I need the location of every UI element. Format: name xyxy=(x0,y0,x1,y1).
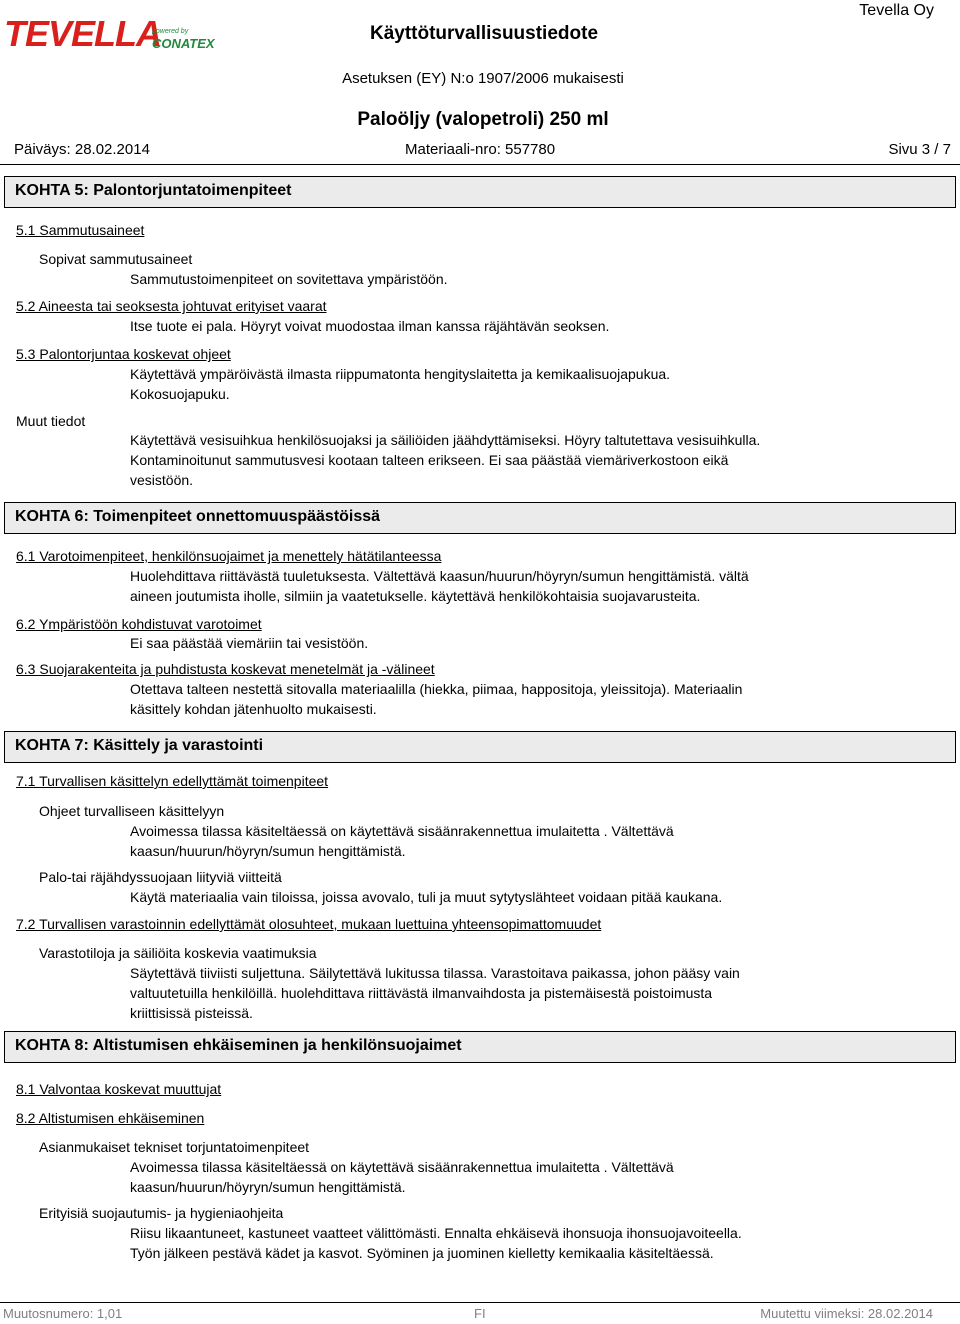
material-number: Materiaali-nro: 557780 xyxy=(405,141,556,158)
label-suitable-media: Sopivat sammutusaineet xyxy=(39,251,193,267)
text-storage-2: valtuutetuilla henkilöillä. huolehdittava riittävästä ilmanvaihdosta ja pistemäisestä poistoimusta xyxy=(130,985,713,1001)
subheading-5-1: 5.1 Sammutusaineet xyxy=(16,222,145,238)
subheading-5-2: 5.2 Aineesta tai seoksesta johtuvat erityiset vaarat xyxy=(16,298,327,314)
text-hygiene-1: Riisu likaantuneet, kastuneet vaatteet välittömästi. Ennalta ehkäisevä ihonsuoja ihonsuojavoiteella. xyxy=(130,1225,742,1241)
text-technical-measures-1: Avoimessa tilassa käsiteltäessä on käytettävä sisäänrakennettua imulaitetta . Vältettävä xyxy=(130,1159,674,1175)
text-other-info-3: vesistöön. xyxy=(130,472,194,488)
text-other-info-2: Kontaminoitunut sammutusvesi kootaan talteen erikseen. Ei saa päästää viemäriverkostoon eikä xyxy=(130,452,729,468)
section-8-heading: KOHTA 8: Altistumisen ehkäiseminen ja henkilönsuojaimet xyxy=(4,1031,956,1063)
label-fire-protection: Palo-tai räjähdyssuojaan liityviä viitteitä xyxy=(39,869,282,885)
text-6-2: Ei saa päästää viemäriin tai vesistöön. xyxy=(130,635,369,651)
text-6-3-line-1: Otettava talteen nestettä sitovalla materiaalilla (hiekka, piimaa, happositoja, yleissitoja). Materiaalin xyxy=(130,681,743,697)
text-firefighting-advice-1: Käytettävä ympäröivästä ilmasta riippumatonta hengityslaitetta ja kemikaalisuojapukua. xyxy=(130,366,671,382)
text-storage-3: kriittisissä pisteissä. xyxy=(130,1005,253,1021)
footer-language: FI xyxy=(474,1306,486,1321)
text-safe-handling-1: Avoimessa tilassa käsiteltäessä on käytettävä sisäänrakennettua imulaitetta . Vältettävä xyxy=(130,823,674,839)
label-hygiene: Erityisiä suojautumis- ja hygieniaohjeita xyxy=(39,1205,284,1221)
footer-revision: Muutosnumero: 1,01 xyxy=(3,1306,123,1321)
text-special-hazards: Itse tuote ei pala. Höyryt voivat muodostaa ilman kanssa räjähtävän seoksen. xyxy=(130,318,610,334)
text-suitable-media: Sammutustoimenpiteet on sovitettava ympäristöön. xyxy=(130,271,448,287)
product-name: Paloöljy (valopetroli) 250 ml xyxy=(357,109,609,130)
section-5-heading: KOHTA 5: Palontorjuntatoimenpiteet xyxy=(4,176,956,208)
subheading-5-3: 5.3 Palontorjuntaa koskevat ohjeet xyxy=(16,346,231,362)
text-safe-handling-2: kaasun/huurun/höyryn/sumun hengittämistä. xyxy=(130,843,406,859)
footer-modified: Muutettu viimeksi: 28.02.2014 xyxy=(760,1306,933,1321)
subheading-7-1: 7.1 Turvallisen käsittelyn edellyttämät toimenpiteet xyxy=(16,773,329,789)
subheading-6-3: 6.3 Suojarakenteita ja puhdistusta koskevat menetelmät ja -välineet xyxy=(16,661,435,677)
subheading-6-1: 6.1 Varotoimenpiteet, henkilönsuojaimet ja menettely hätätilanteessa xyxy=(16,548,442,564)
subheading-7-2: 7.2 Turvallisen varastoinnin edellyttämät olosuhteet, mukaan luettuina yhteensopimattomuudet xyxy=(16,916,602,932)
text-other-info-1: Käytettävä vesisuihkua henkilösuojaksi ja säiliöiden jäähdyttämiseksi. Höyry taltutettava vesisuihkulla. xyxy=(130,432,761,448)
label-technical-measures: Asianmukaiset tekniset torjuntatoimenpiteet xyxy=(39,1139,310,1155)
text-6-1-line-2: aineen joutumista iholle, silmiin ja vaatetukselle. käytettävä henkilökohtaisia suojavarusteita. xyxy=(130,588,701,604)
text-technical-measures-2: kaasun/huurun/höyryn/sumun hengittämistä. xyxy=(130,1179,406,1195)
logo-powered-by: powered by xyxy=(152,28,189,35)
label-storage: Varastotiloja ja säiliöita koskevia vaatimuksia xyxy=(39,945,317,961)
text-firefighting-advice-2: Kokosuojapuku. xyxy=(130,386,230,402)
regulation-text: Asetuksen (EY) N:o 1907/2006 mukaisesti xyxy=(342,70,624,87)
company-name: Tevella Oy xyxy=(859,2,934,19)
subheading-8-2: 8.2 Altistumisen ehkäiseminen xyxy=(16,1110,205,1126)
label-safe-handling: Ohjeet turvalliseen käsittelyyn xyxy=(39,803,225,819)
text-storage-1: Säytettävä tiiviisti suljettuna. Säilytettävä lukitussa tilassa. Varastoitava paikassa, johon pääsy vain xyxy=(130,965,740,981)
text-6-1-line-1: Huolehdittava riittävästä tuuletuksesta. Vältettävä kaasun/huurun/höyryn/sumun hengittämistä. vältä xyxy=(130,568,749,584)
document-title: Käyttöturvallisuustiedote xyxy=(369,23,599,44)
logo-brand: CONATEX xyxy=(152,36,215,51)
section-6-heading: KOHTA 6: Toimenpiteet onnettomuuspäästöissä xyxy=(4,502,956,534)
label-other-info: Muut tiedot xyxy=(16,413,86,429)
header-divider xyxy=(0,164,960,165)
svg-text:TEVELLA: TEVELLA xyxy=(4,13,162,54)
subheading-6-2: 6.2 Ympäristöön kohdistuvat varotoimet xyxy=(16,616,262,632)
footer-divider xyxy=(0,1302,960,1303)
text-6-3-line-2: käsittely kohdan jätenhuolto mukaisesti. xyxy=(130,701,377,717)
section-7-heading: KOHTA 7: Käsittely ja varastointi xyxy=(4,731,956,763)
print-date: Päiväys: 28.02.2014 xyxy=(14,141,150,158)
text-hygiene-2: Työn jälkeen pestävä kädet ja kasvot. Syöminen ja juominen kielletty kemikaalia käsiteltäessä. xyxy=(130,1245,714,1261)
page-number: Sivu 3 / 7 xyxy=(888,141,951,158)
subheading-8-1: 8.1 Valvontaa koskevat muuttujat xyxy=(16,1081,222,1097)
text-fire-protection: Käytä materiaalia vain tiloissa, joissa avovalo, tuli ja muut sytytyslähteet voidaan pitää kaukana. xyxy=(130,889,723,905)
